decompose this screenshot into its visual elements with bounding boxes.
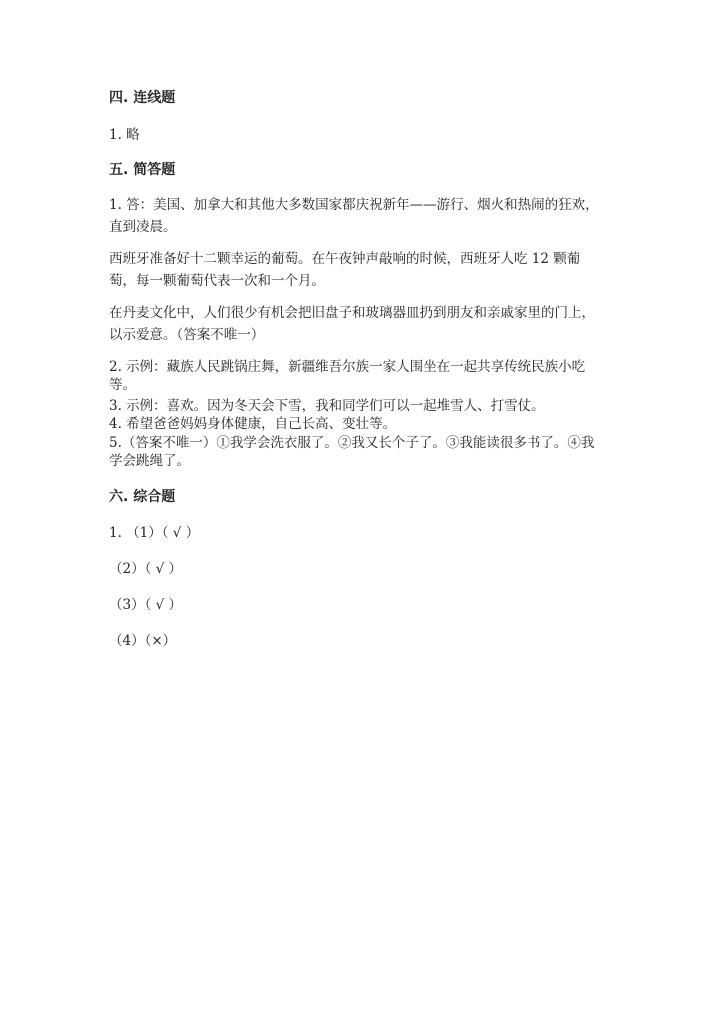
answer-item: （4）（×） [109, 633, 177, 649]
answer-item: 2. 示例：藏族人民跳锅庄舞，新疆维吾尔族一家人围坐在一起共享传统民族小吃等。 [109, 359, 586, 393]
answer-item: 1. （1）（ √ ） [109, 525, 200, 541]
answer-item: 1. 略 [109, 127, 140, 143]
answer-item: （3）（ √ ） [109, 597, 183, 613]
answer-item: 西班牙准备好十二颗幸运的葡萄。在午夜钟声敲响的时候，西班牙人吃 12 颗葡萄，每一颗葡萄代表一次和一个月。 [109, 251, 581, 289]
section-heading-matching: 四. 连线题 [109, 90, 176, 106]
answer-item: 4. 希望爸爸妈妈身体健康，自己长高、变壮等。 [109, 416, 397, 432]
answer-item: 3. 示例：喜欢。因为冬天会下雪，我和同学们可以一起堆雪人、打雪仗。 [109, 398, 545, 414]
section-heading-short-answer: 五. 简答题 [109, 162, 176, 178]
answer-item: 1. 答：美国、加拿大和其他大多数国家都庆祝新年——游行、烟火和热闹的狂欢，直到凌晨。 [109, 197, 599, 235]
answer-item: 5.（答案不唯一）①我学会洗衣服了。②我又长个子了。③我能读很多书了。④我学会跳绳了。 [109, 435, 595, 469]
section-heading-comprehensive: 六. 综合题 [109, 489, 176, 505]
answer-item: （2）（ √ ） [109, 561, 183, 577]
answer-item: 在丹麦文化中，人们很少有机会把旧盘子和玻璃器皿扔到朋友和亲戚家里的门上，以示爱意。（答案不唯一） [109, 305, 595, 343]
